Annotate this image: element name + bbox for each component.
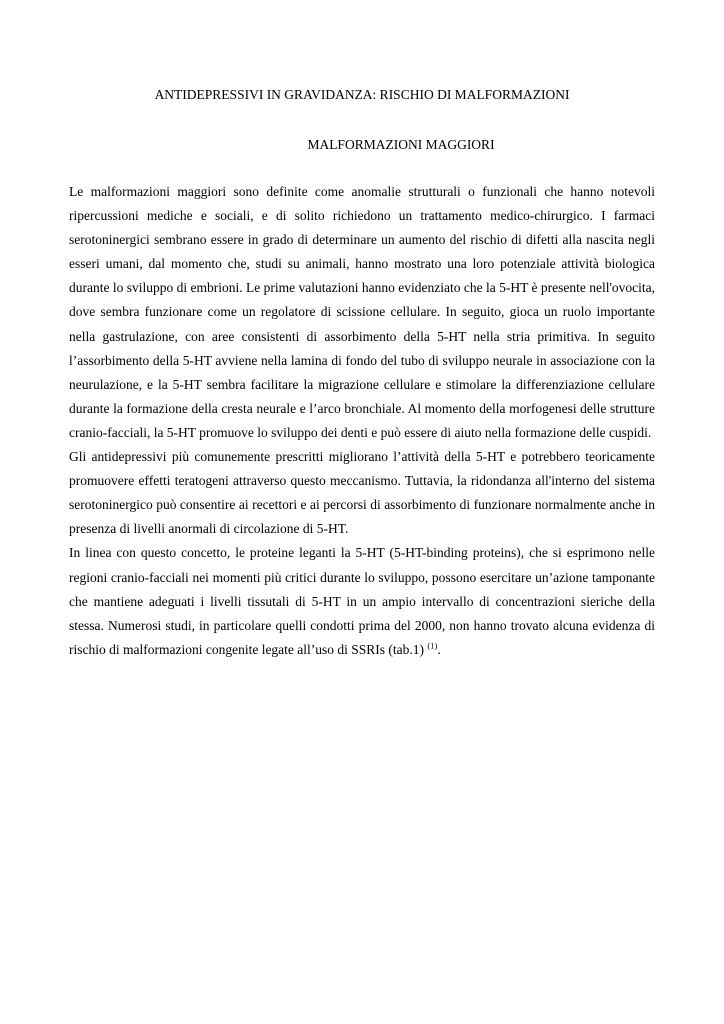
citation-superscript: (1) — [427, 640, 438, 651]
paragraph: Gli antidepressivi più comunemente prescritti migliorano l’attività della 5-HT e potrebbero teoricamente promuovere effetti teratogeni attraverso questo meccanismo. Tuttavia, la ridondanza all'interno del sistema serotoninergico può consentire ai recettori e ai percorsi di assorbimento di funzionare normalmente anche in presenza di livelli anormali di circolazione di 5-HT. — [69, 449, 655, 537]
paragraph-end: . — [437, 641, 441, 657]
document-title: ANTIDEPRESSIVI IN GRAVIDANZA: RISCHIO DI MALFORMAZIONI — [154, 87, 570, 102]
paragraph-text: In linea con questo concetto, le proteine leganti la 5-HT (5-HT-binding proteins), che si esprimono nelle regioni cranio-facciali nei momenti più critici durante lo sviluppo, possono esercitare un’azione tamponante che mantiene adeguati i livelli tissutali di 5-HT in un ampio intervallo di concentrazioni sieriche della stessa. Numerosi studi, in particolare quelli condotti prima del 2000, non hanno trovato alcuna evidenza di rischio di malformazioni congenite legate all’uso di SSRIs (tab.1) — [69, 545, 655, 657]
document-body — [69, 180, 655, 662]
section-heading — [0, 136, 724, 154]
paragraph — [69, 541, 655, 661]
paragraph: Le malformazioni maggiori sono definite come anomalie strutturali o funzionali che hanno notevoli ripercussioni mediche e sociali, e di solito richiedono un trattamento medico-chirurgico. I farmaci serotoninergici sembrano essere in grado di determinare un aumento del rischio di difetti alla nascita negli esseri umani, dal momento che, studi su animali, hanno mostrato una loro potenziale attività biologica durante lo sviluppo di embrioni. Le prime valutazioni hanno evidenziato che la 5-HT è presente nell'ovocita, dove sembra funzionare come un regolatore di scissione cellulare. In seguito, gioca un ruolo importante nella gastrulazione, con aree consistenti di assorbimento della 5-HT nella stria primitiva. In seguito l’assorbimento della 5-HT avviene nella lamina di fondo del tubo di sviluppo neurale in associazione con la neurulazione, e la 5-HT sembra facilitare la migrazione cellulare e stimolare la differenziazione cellulare durante la formazione della cresta neurale e l’arco bronchiale. Al momento della morfogenesi delle strutture cranio-facciali, la 5-HT promuove lo sviluppo dei denti e può essere di aiuto nella formazione delle cuspidi. — [69, 184, 655, 440]
section-heading-text: MALFORMAZIONI MAGGIORI — [307, 137, 495, 152]
